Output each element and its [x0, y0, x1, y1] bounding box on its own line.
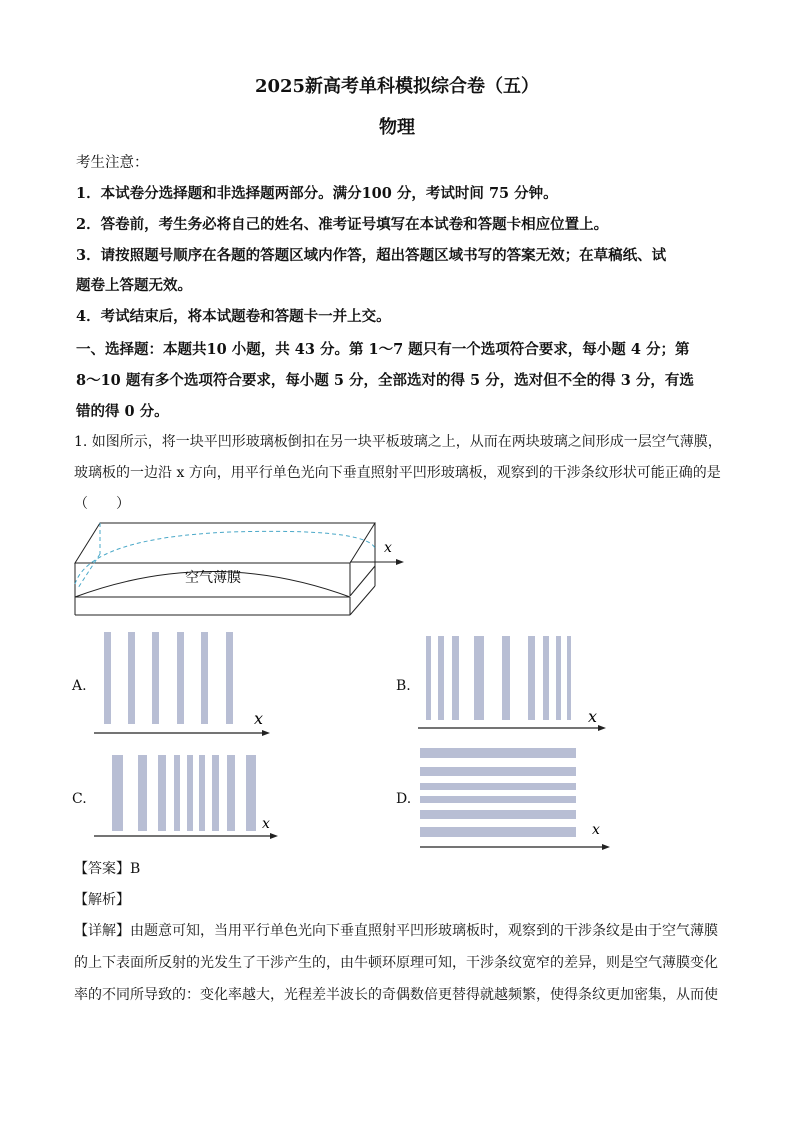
glass-plate-figure — [70, 518, 410, 618]
option-d-axis-label: x — [592, 822, 600, 838]
option-d-label[interactable]: D. — [396, 791, 412, 807]
option-c-label[interactable]: C. — [72, 791, 87, 807]
notice-item-4: 4．考试结束后，将本试题卷和答题卡一并上交。 — [76, 308, 391, 325]
notice-item-2: 2．答卷前，考生务必将自己的姓名、准考证号填写在本试卷和答题卡相应位置上。 — [76, 216, 609, 233]
option-b-fringes[interactable] — [418, 632, 608, 732]
detail-line-3: 率的不同所导致的：变化率越大，光程差半波长的奇偶数倍更替得就越频繁，使得条纹更加密集，从而使 — [74, 987, 718, 1003]
option-a-fringes[interactable] — [94, 630, 274, 740]
option-a-axis-label: x — [254, 709, 264, 728]
section-heading-line-1: 一、选择题：本题共10 小题，共 43 分。第 1～7 题只有一个选项符合要求，每小题 4 分；第 — [76, 341, 690, 358]
option-c-fringes[interactable] — [94, 750, 284, 845]
notice-item-1: 1．本试卷分选择题和非选择题两部分。满分100 分，考试时间 75 分钟。 — [76, 185, 558, 202]
option-a-label[interactable]: A. — [72, 678, 87, 694]
question-1-line-3: （ ） — [74, 496, 130, 512]
notice-item-3-cont: 题卷上答题无效。 — [76, 277, 192, 294]
air-film-label: 空气薄膜 — [185, 570, 241, 586]
exam-title: 2025新高考单科模拟综合卷（五） — [254, 76, 540, 97]
section-heading-line-2: 8～10 题有多个选项符合要求，每小题 5 分，全部选对的得 5 分，选对但不全的得 3 分，有选 — [76, 372, 694, 389]
section-heading-line-3: 错的得 0 分。 — [76, 403, 169, 420]
answer-line: 【答案】B — [74, 861, 141, 877]
detail-line-1: 【详解】由题意可知，当用平行单色光向下垂直照射平凹形玻璃板时，观察到的干涉条纹是由于空气薄膜 — [74, 923, 718, 939]
analysis-heading: 【解析】 — [74, 892, 130, 908]
option-b-label[interactable]: B. — [396, 678, 411, 694]
subject-title: 物理 — [379, 117, 415, 138]
notice-item-3: 3．请按照题号顺序在各题的答题区域内作答，超出答题区域书写的答案无效；在草稿纸、试 — [76, 247, 667, 264]
option-d-fringes[interactable] — [418, 742, 613, 852]
option-b-axis-label: x — [588, 707, 598, 726]
option-c-axis-label: x — [262, 816, 270, 832]
question-1-line-2: 玻璃板的一边沿 x 方向，用平行单色光向下垂直照射平凹形玻璃板，观察到的干涉条纹形状可能正确的是 — [74, 465, 721, 481]
question-1-line-1: 1. 如图所示，将一块平凹形玻璃板倒扣在另一块平板玻璃之上，从而在两块玻璃之间形成一层空气薄膜， — [74, 434, 722, 450]
detail-line-2: 的上下表面所反射的光发生了干涉产生的，由牛顿环原理可知，干涉条纹宽窄的差异，则是空气薄膜变化 — [74, 955, 718, 971]
figure-axis-label: x — [384, 540, 392, 556]
notice-heading: 考生注意： — [76, 155, 149, 171]
